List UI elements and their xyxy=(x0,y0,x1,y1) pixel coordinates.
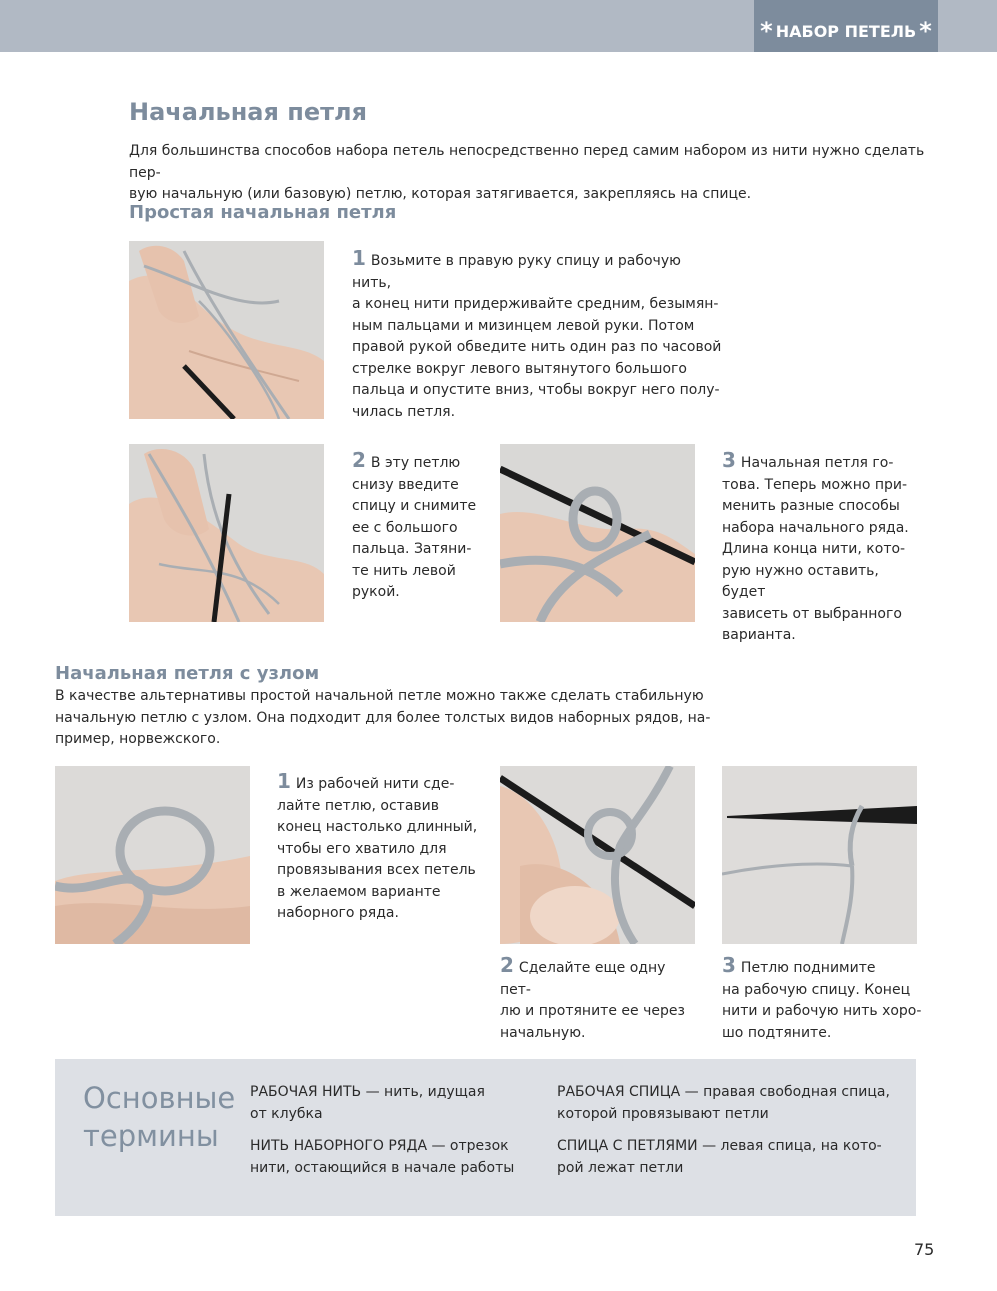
step-number: 1 xyxy=(277,769,291,793)
knot-step-3-text: 3 Петлю поднимите на рабочую спицу. Конец нити и рабочую нить хоро- шо подтяните. xyxy=(722,953,922,1041)
section2-intro: В качестве альтернативы простой начальной петле можно также сделать стабильную начальную петлю с узлом. Она подходит для более толстых видов наборных рядов, на- пример, норвежского. xyxy=(55,688,711,747)
page-title: Начальная петля xyxy=(129,98,368,126)
step-number: 1 xyxy=(352,246,366,270)
step-number: 3 xyxy=(722,448,736,472)
photo-knot-step1 xyxy=(55,766,250,944)
glossary-term-cast-on-tail: НИТЬ НАБОРНОГО РЯДА — отрезок нити, остающийся в начале работы xyxy=(250,1138,515,1176)
glossary-term-needle-with-stitches: СПИЦА С ПЕТЛЯМИ — левая спица, на кото- рой лежат петли xyxy=(557,1138,882,1176)
glossary-term-working-yarn: РАБОЧАЯ НИТЬ — нить, идущая от клубка xyxy=(250,1084,485,1122)
photo-step1-thumb-wrap xyxy=(129,241,324,419)
glossary-box xyxy=(55,1059,916,1216)
section-heading-simple-loop: Простая начальная петля xyxy=(129,202,397,223)
star-icon: * xyxy=(919,17,932,45)
step-number: 2 xyxy=(500,953,514,977)
photo-knot-step3 xyxy=(722,766,917,944)
section-heading-knot-loop: Начальная петля с узлом xyxy=(55,663,320,684)
section-tab-label: НАБОР ПЕТЕЛЬ xyxy=(775,21,917,41)
step-number: 3 xyxy=(722,953,736,977)
photo-step2-needle-in-loop xyxy=(129,444,324,622)
step-2-text: 2 В эту петлю снизу введите спицу и снимите ее с большого пальца. Затяни- те нить левой рукой. xyxy=(352,448,477,600)
glossary-title: Основные термины xyxy=(83,1081,236,1153)
page-number: 75 xyxy=(914,1240,935,1259)
star-icon: * xyxy=(760,17,773,45)
step-3-text: 3 Начальная петля го- това. Теперь можно при- менить разные способы набора начального ряда. Длина конца нити, кото- рую нужно оставить, будет зависеть от выбранного варианта. xyxy=(722,448,909,643)
glossary-term-working-needle: РАБОЧАЯ СПИЦА — правая свободная спица, которой провязывают петли xyxy=(557,1084,890,1122)
step-number: 2 xyxy=(352,448,366,472)
knot-step-2-text: 2 Сделайте еще одну пет- лю и протяните ее через начальную. xyxy=(500,953,685,1041)
intro-paragraph: Для большинства способов набора петель непосредственно перед самим набором из нити нужно сделать пер- вую начальную (или базовую) петлю, которая затягивается, закрепляясь на спице. xyxy=(129,143,925,202)
photo-step3-loop-on-needle xyxy=(500,444,695,622)
photo-knot-step2 xyxy=(500,766,695,944)
section-tab xyxy=(754,0,938,52)
step-1-text: 1 Возьмите в правую руку спицу и рабочую нить, а конец нити придерживайте средним, безымян- ным пальцами и мизинцем левой руки. Потом правой рукой обведите нить один раз по часовой стрелке вокруг левого вытянутого большого пальца и опустите вниз, чтобы вокруг него полу- чилась петля. xyxy=(352,246,722,420)
knot-step-1-text: 1 Из рабочей нити сде- лайте петлю, оставив конец настолько длинный, чтобы его хватило для провязывания всех петель в желаемом варианте наборного ряда. xyxy=(277,769,478,921)
